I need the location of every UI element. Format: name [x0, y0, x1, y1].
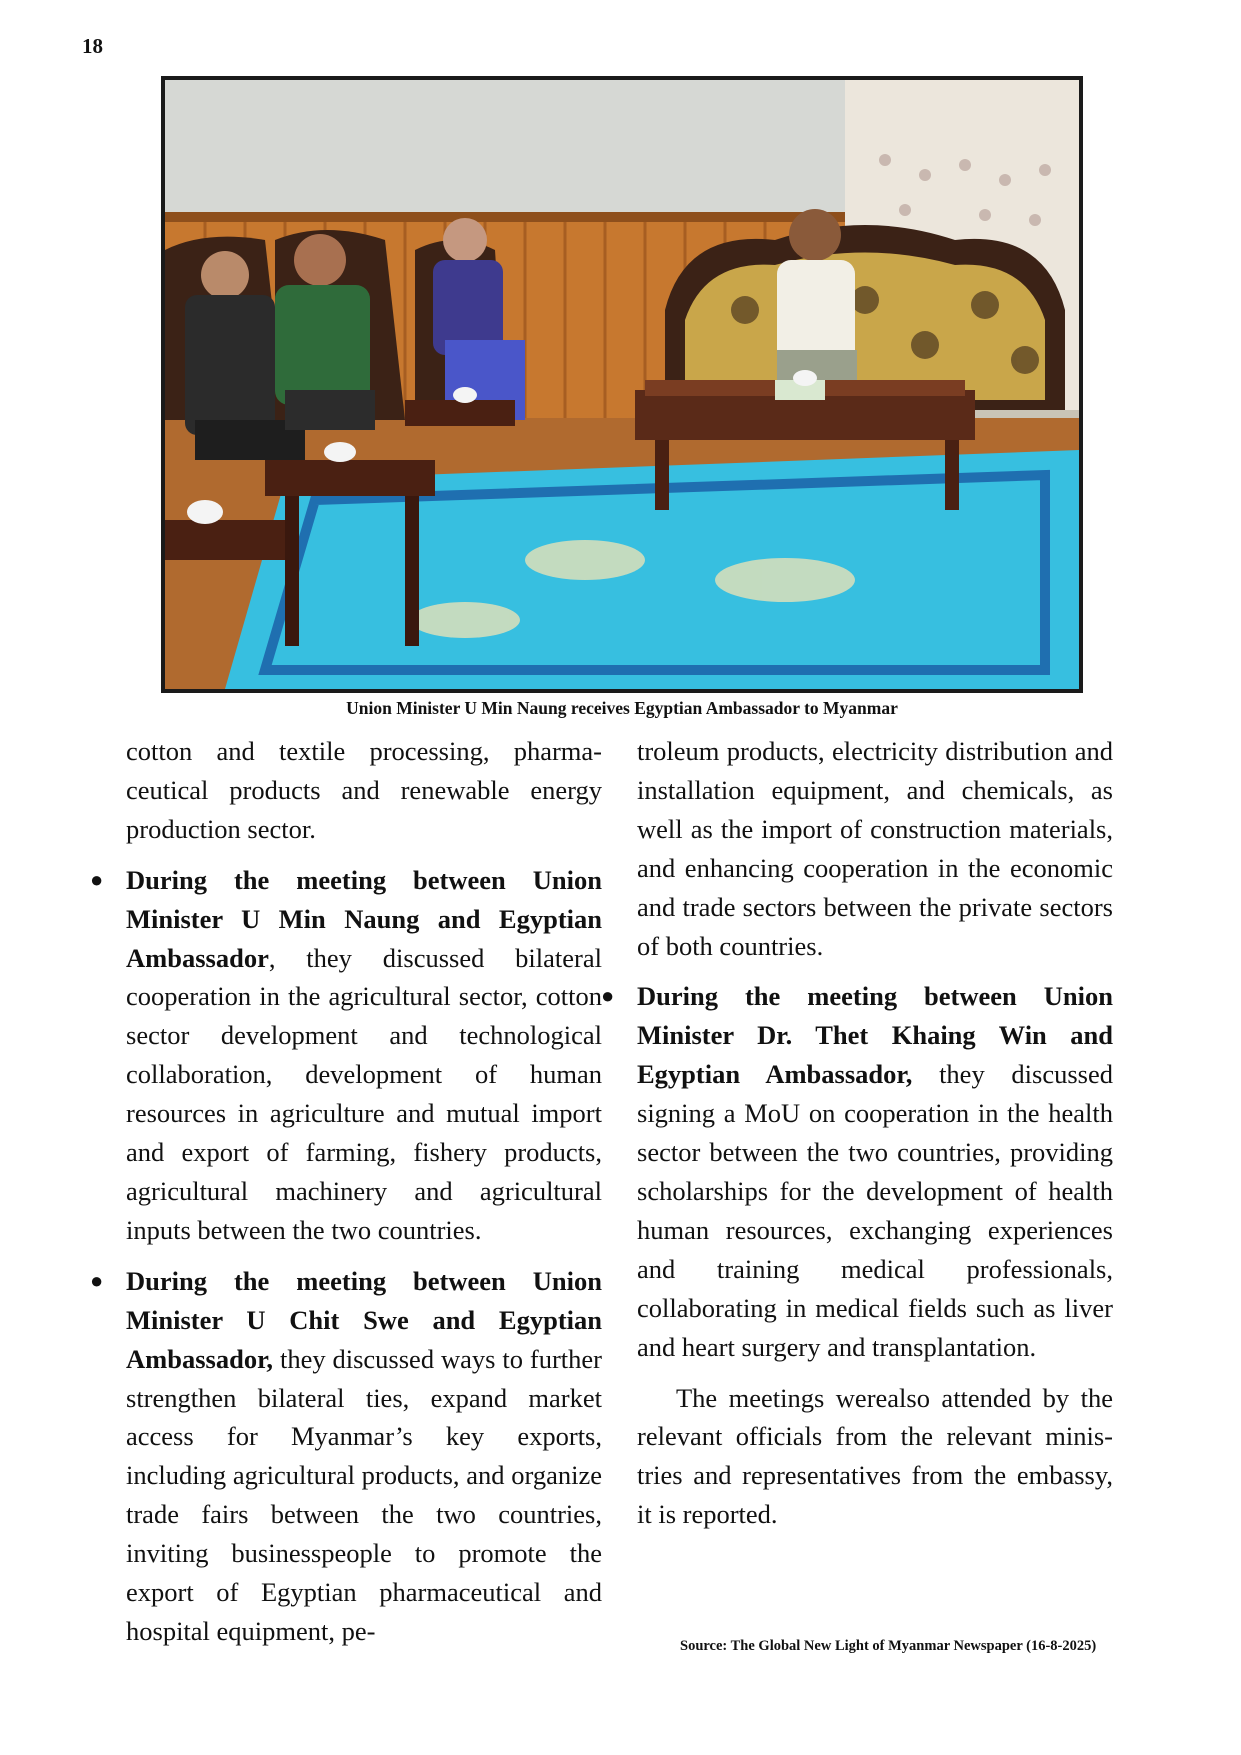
- closing-paragraph: The meetings werealso attended by the relevant officials from the relevant ministries and representatives from the embassy, it is reported.: [637, 1382, 1113, 1530]
- bullet-heading: During the meeting between Union Minister U Min Naung and Egyptian Ambassador: [126, 864, 602, 973]
- left-continuation-paragraph: cotton and textile processing, pharmaceutical products and renewable energy production sector.: [126, 736, 602, 844]
- bullet-heading: During the meeting between Union Minister U Chit Swe and Egyptian Ambassador,: [126, 1265, 602, 1374]
- bullet-item-min-naung: [90, 861, 602, 1250]
- right-continuation-paragraph: troleum products, electricity distribution and installation equipment, and chemicals, as well as the import of construction materials, and enhancing cooperation in the economic and trade sectors between the private sectors of both countries.: [637, 736, 1113, 961]
- left-column: [90, 732, 602, 1663]
- bullet-text: , they discussed bilateral cooperation in the agricultural sector, cotton sector development and technological collaboration, development of human resources in agriculture and mutual import and export of farming, fishery products, agricultural machinery and agricultural inputs between the two countries.: [126, 942, 602, 1245]
- bullet-text: they discussed ways to further strengthen bilateral ties, expand market access for Myanmar’s key exports, including agricultural products, and organize trade fairs between the two countries, inviting businesspeople to promote the export of Egyptian pharmaceutical and hospital equipment, pe-: [126, 1343, 602, 1646]
- page-number: 18: [82, 34, 103, 58]
- meeting-photo: [161, 76, 1083, 693]
- bullet-icon: ●: [601, 983, 615, 1009]
- bullet-icon: ●: [90, 866, 104, 892]
- bullet-item-chit-swe: [90, 1262, 602, 1651]
- source-line: Source: The Global New Light of Myanmar Newspaper (16-8-2025): [680, 1638, 1097, 1654]
- bullet-icon: ●: [90, 1267, 104, 1293]
- photo-caption: Union Minister U Min Naung receives Egyptian Ambassador to Myanmar: [346, 698, 898, 718]
- bullet-heading: During the meeting between Union Minister Dr. Thet Khaing Win and Egyptian Ambassador,: [637, 981, 1113, 1090]
- meeting-photo-illustration: [165, 80, 1079, 689]
- bullet-item-thet-khaing-win: [601, 977, 1113, 1366]
- bullet-text: they discussed signing a MoU on cooperation in the health sector between the two countries, providing scholarships for the development of health human resources, exchanging experiences and training medical professionals, collaborating in medical fields such as liver and heart surgery and transplantation.: [637, 1059, 1113, 1362]
- right-column: [601, 732, 1113, 1534]
